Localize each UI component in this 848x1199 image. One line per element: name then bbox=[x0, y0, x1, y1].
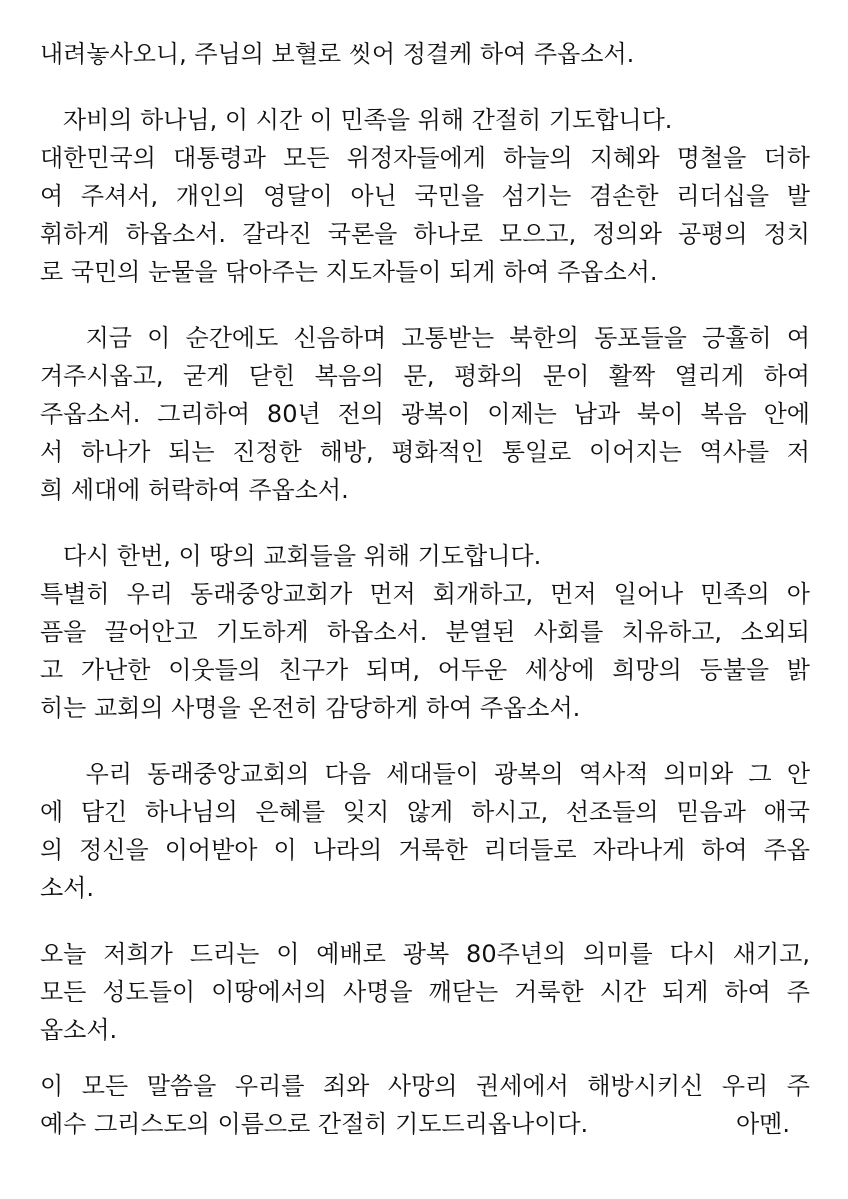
text-line: 겨주시옵고, 굳게 닫힌 복음의 문, 평화의 문이 활짝 열리게 하여 bbox=[40, 362, 810, 390]
text-line: 자비의 하나님, 이 시간 이 민족을 위해 간절히 기도합니다. bbox=[40, 106, 673, 134]
text-line: 대한민국의 대통령과 모든 위정자들에게 하늘의 지혜와 명철을 더하 bbox=[40, 144, 810, 172]
text-line: 고 가난한 이웃들의 친구가 되며, 어두운 세상에 희망의 등불을 밝 bbox=[40, 656, 810, 684]
text-line: 여 주셔서, 개인의 영달이 아닌 국민을 섬기는 겸손한 리더십을 발 bbox=[40, 182, 810, 210]
text-line: 로 국민의 눈물을 닦아주는 지도자들이 되게 하여 주옵소서. bbox=[40, 258, 658, 286]
text-line: 의 정신을 이어받아 이 나라의 거룩한 리더들로 자라나게 하여 주옵 bbox=[40, 836, 810, 864]
text-line: 오늘 저희가 드리는 이 예배로 광복 80주년의 의미를 다시 새기고, bbox=[40, 940, 810, 968]
text-line: 내려놓사오니, 주님의 보혈로 씻어 정결케 하여 주옵소서. bbox=[40, 40, 635, 68]
text-line: 히는 교회의 사명을 온전히 감당하게 하여 주옵소서. bbox=[40, 694, 581, 722]
text-line: 서 하나가 되는 진정한 해방, 평화적인 통일로 이어지는 역사를 저 bbox=[40, 438, 810, 466]
text-line: 희 세대에 허락하여 주옵소서. bbox=[40, 476, 349, 504]
text-line: 다시 한번, 이 땅의 교회들을 위해 기도합니다. bbox=[40, 542, 542, 570]
text-line: 휘하게 하옵소서. 갈라진 국론을 하나로 모으고, 정의와 공평의 정치 bbox=[40, 220, 810, 248]
text-line: 이 모든 말씀을 우리를 죄와 사망의 권세에서 해방시키신 우리 주 bbox=[40, 1072, 810, 1100]
text-line: 픔을 끌어안고 기도하게 하옵소서. 분열된 사회를 치유하고, 소외되 bbox=[40, 618, 810, 646]
text-line: 에 담긴 하나님의 은혜를 잊지 않게 하시고, 선조들의 믿음과 애국 bbox=[40, 798, 810, 826]
text-line: 소서. bbox=[40, 874, 94, 902]
text-line: 특별히 우리 동래중앙교회가 먼저 회개하고, 먼저 일어나 민족의 아 bbox=[40, 580, 810, 608]
closing-line bbox=[40, 1105, 810, 1143]
text-line: 우리 동래중앙교회의 다음 세대들이 광복의 역사적 의미와 그 안 bbox=[40, 760, 810, 788]
text-line: 주옵소서. 그리하여 80년 전의 광복이 이제는 남과 북이 복음 안에 bbox=[40, 400, 810, 428]
amen-text: 아멘. bbox=[736, 1110, 790, 1138]
closing-text: 예수 그리스도의 이름으로 간절히 기도드리옵나이다. bbox=[40, 1110, 589, 1138]
text-line: 모든 성도들이 이땅에서의 사명을 깨닫는 거룩한 시간 되게 하여 주 bbox=[40, 978, 810, 1006]
text-line: 지금 이 순간에도 신음하며 고통받는 북한의 동포들을 긍휼히 여 bbox=[40, 324, 810, 352]
text-line: 옵소서. bbox=[40, 1016, 118, 1044]
